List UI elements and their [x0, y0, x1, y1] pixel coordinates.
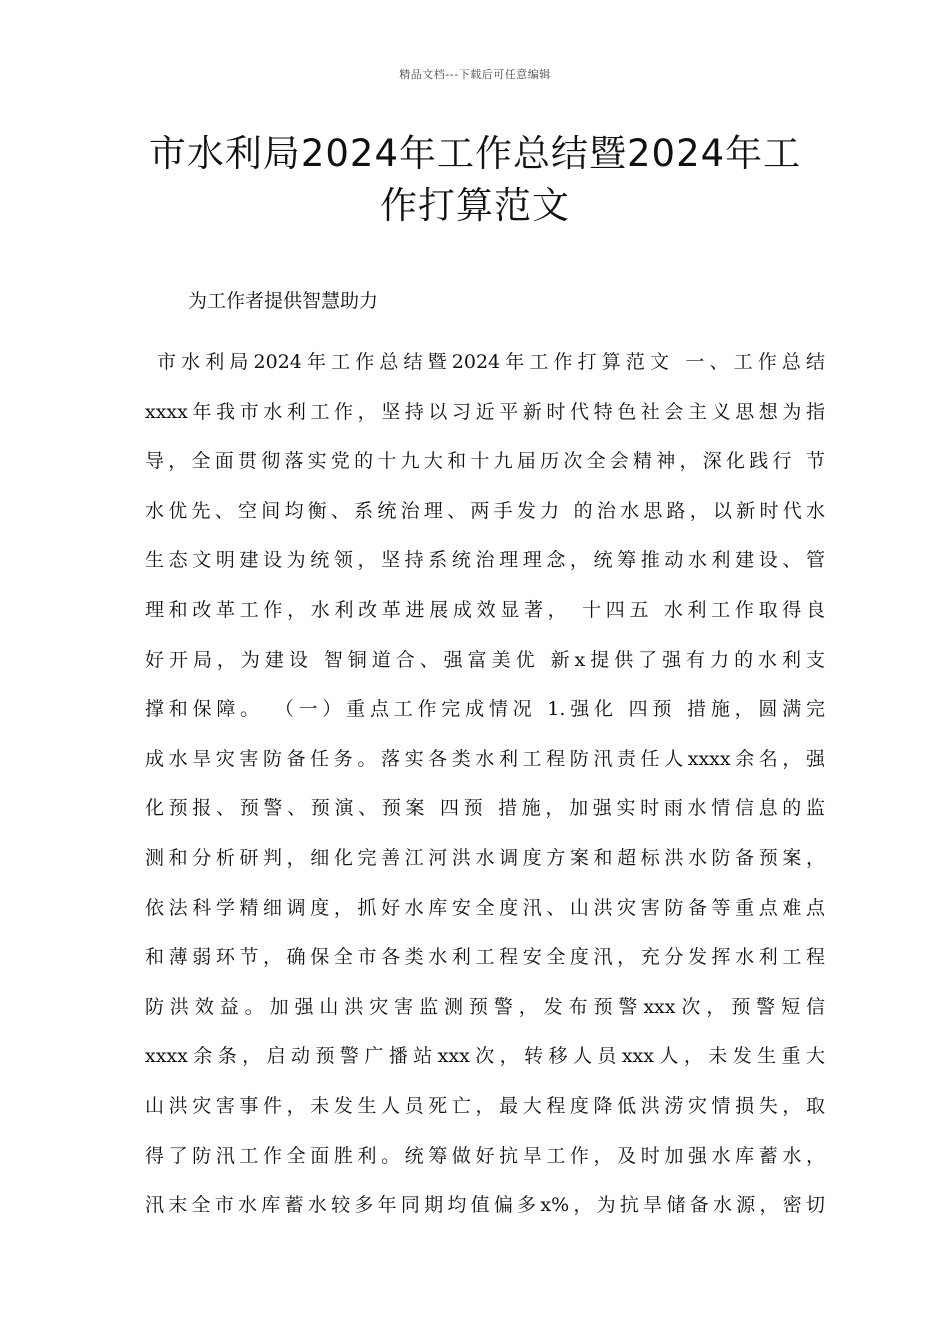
body-line: xxxx余条，启动预警广播站xxx次，转移人员xxx人，未发生重大: [145, 1045, 825, 1068]
body-line: 市水利局2024年工作总结暨2024年工作打算范文 一、工作总结: [157, 351, 825, 373]
body-line: 和薄弱环节，确保全市各类水利工程安全度汛，充分发挥水利工程: [145, 946, 825, 969]
body-line: 理和改革工作，水利改革进展成效显著， 十四五 水利工作取得良: [145, 598, 825, 621]
body-line: 防洪效益。加强山洪灾害监测预警，发布预警xxx次，预警短信: [145, 995, 825, 1018]
body-line: 测和分析研判，细化完善江河洪水调度方案和超标洪水防备预案，: [145, 846, 825, 869]
body-line: 成水旱灾害防备任务。落实各类水利工程防汛责任人xxxx余名，强: [145, 747, 825, 770]
body-line: 生态文明建设为统领，坚持系统治理理念，统筹推动水利建设、管: [145, 549, 825, 572]
body-line: 好开局，为建设 智铜道合、强富美优 新x提供了强有力的水利支: [145, 648, 825, 671]
body-line: 得了防汛工作全面胜利。统筹做好抗旱工作，及时加强水库蓄水，: [145, 1144, 825, 1167]
body-line: 水优先、空间均衡、系统治理、两手发力 的治水思路，以新时代水: [145, 499, 825, 522]
header-note: 精品文档---下载后可任意编辑: [399, 68, 551, 81]
body-line: 依法科学精细调度，抓好水库安全度汛、山洪灾害防备等重点难点: [145, 896, 825, 919]
body-line: 山洪灾害事件，未发生人员死亡，最大程度降低洪涝灾情损失，取: [145, 1094, 825, 1117]
subtitle: 为工作者提供智慧助力: [188, 290, 379, 312]
body-line: xxxx年我市水利工作，坚持以习近平新时代特色社会主义思想为指: [145, 400, 825, 423]
body-text: [145, 338, 825, 1231]
body-line: 导，全面贯彻落实党的十九大和十九届历次全会精神，深化践行 节: [145, 450, 825, 473]
body-line: 撑和保障。 （一）重点工作完成情况 1.强化 四预 措施，圆满完: [145, 698, 825, 721]
title-line-2: 作打算范文: [380, 184, 570, 227]
document-title: [100, 128, 850, 232]
title-line-1: 市水利局2024年工作总结暨2024年工: [148, 132, 802, 175]
body-line: 化预报、预警、预演、预案 四预 措施，加强实时雨水情信息的监: [145, 797, 825, 820]
body-line: 汛末全市水库蓄水较多年同期均值偏多x%，为抗旱储备水源，密切: [145, 1194, 825, 1217]
